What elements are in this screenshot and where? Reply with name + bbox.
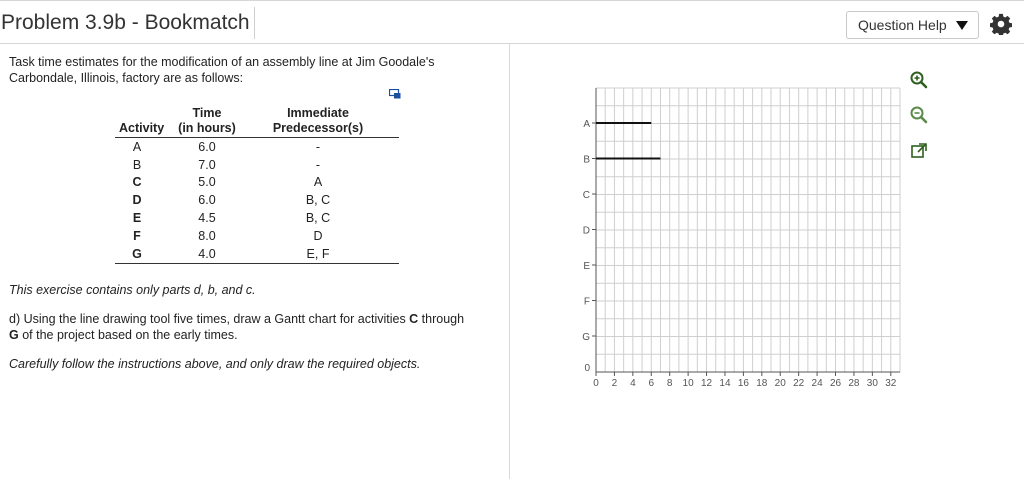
table-cell-pred: B, C <box>305 211 331 226</box>
gantt-chart[interactable] <box>570 80 910 400</box>
y-tick-label: B <box>583 154 590 166</box>
y-tick-label: F <box>583 296 590 308</box>
table-row <box>115 138 399 156</box>
table-cell-pred: E, F <box>237 245 399 263</box>
x-tick-label: 28 <box>848 378 860 389</box>
x-tick-label: 8 <box>666 378 673 389</box>
intro-text: Task time estimates for the modification of an assembly line at Jim Goodale's Carbondale, Illinois, factory are as follows: <box>9 55 435 85</box>
x-tick-label: 12 <box>700 378 713 389</box>
table-cell-time: 6.0 <box>198 139 216 154</box>
x-tick-label: 16 <box>737 378 749 389</box>
y-tick-label: E <box>583 261 590 272</box>
table-cell-activity: D <box>132 193 142 208</box>
x-tick-label: 14 <box>719 378 731 389</box>
x-tick-label: 6 <box>648 378 655 389</box>
header-activity: Activity <box>115 106 177 138</box>
table-cell-activity: F <box>133 228 141 243</box>
header-bar <box>0 0 1024 44</box>
caret-down-icon <box>956 21 968 30</box>
x-tick-label: 24 <box>811 378 823 389</box>
table-row <box>115 174 399 192</box>
exercise-note: This exercise contains only parts d, b, and c. <box>9 283 256 297</box>
task-table <box>115 106 399 264</box>
question-help-label: Question Help <box>858 17 947 33</box>
table-cell-activity: E <box>132 211 142 226</box>
table-cell-time: 4.5 <box>198 211 216 226</box>
table-cell-activity: G <box>115 245 177 263</box>
table-row <box>115 156 399 174</box>
table-cell-activity: A <box>132 139 142 154</box>
y-tick-label: D <box>582 225 590 237</box>
y-zero-label: 0 <box>584 363 590 374</box>
table-cell-time: 6.0 <box>198 193 216 208</box>
popout-icon[interactable] <box>909 141 929 161</box>
header-predecessors: Immediate Predecessor(s) <box>237 106 399 138</box>
table-cell-pred: - <box>315 139 321 154</box>
zoom-in-icon[interactable] <box>909 70 929 90</box>
x-tick-label: 10 <box>682 378 694 389</box>
table-row <box>115 245 399 263</box>
table-cell-time: 7.0 <box>198 157 216 172</box>
table-row <box>115 227 399 245</box>
table-copy-icon[interactable] <box>389 89 401 99</box>
table-cell-pred: D <box>313 228 323 243</box>
table-cell-pred: B, C <box>305 193 331 208</box>
x-tick-label: 26 <box>829 378 842 389</box>
table-cell-time: 8.0 <box>198 228 216 243</box>
table-row <box>115 191 399 209</box>
y-tick-label: G <box>582 332 590 343</box>
table-cell-activity: B <box>132 157 142 172</box>
x-tick-label: 4 <box>630 378 636 389</box>
x-tick-label: 18 <box>756 378 768 389</box>
x-tick-label: 22 <box>793 378 805 389</box>
table-cell-pred: - <box>315 157 321 172</box>
panel-divider <box>509 44 510 479</box>
x-tick-label: 32 <box>885 378 897 389</box>
table-row <box>115 209 399 227</box>
header-time: Time (in hours) <box>177 106 237 138</box>
part-d-instructions: d) Using the line drawing tool five times, draw a Gantt chart for activities C through G of the project based on the early times. <box>9 312 465 342</box>
table-cell-time: 4.0 <box>177 245 237 263</box>
zoom-out-icon[interactable] <box>909 105 929 125</box>
x-tick-label: 0 <box>593 378 599 389</box>
y-tick-label: C <box>582 190 590 201</box>
y-tick-label: A <box>583 119 590 130</box>
table-cell-pred: A <box>313 175 323 190</box>
x-tick-label: 20 <box>774 378 786 389</box>
careful-note: Carefully follow the instructions above, and only draw the required objects. <box>9 357 421 371</box>
page-title: Problem 3.9b - Bookmatch <box>0 7 255 39</box>
question-help-button[interactable] <box>846 11 979 39</box>
x-tick-label: 2 <box>611 378 618 389</box>
task-table-body <box>115 138 399 264</box>
table-cell-activity: C <box>132 175 142 190</box>
gear-icon[interactable] <box>990 13 1012 35</box>
x-tick-label: 30 <box>866 378 878 389</box>
table-cell-time: 5.0 <box>198 175 216 190</box>
